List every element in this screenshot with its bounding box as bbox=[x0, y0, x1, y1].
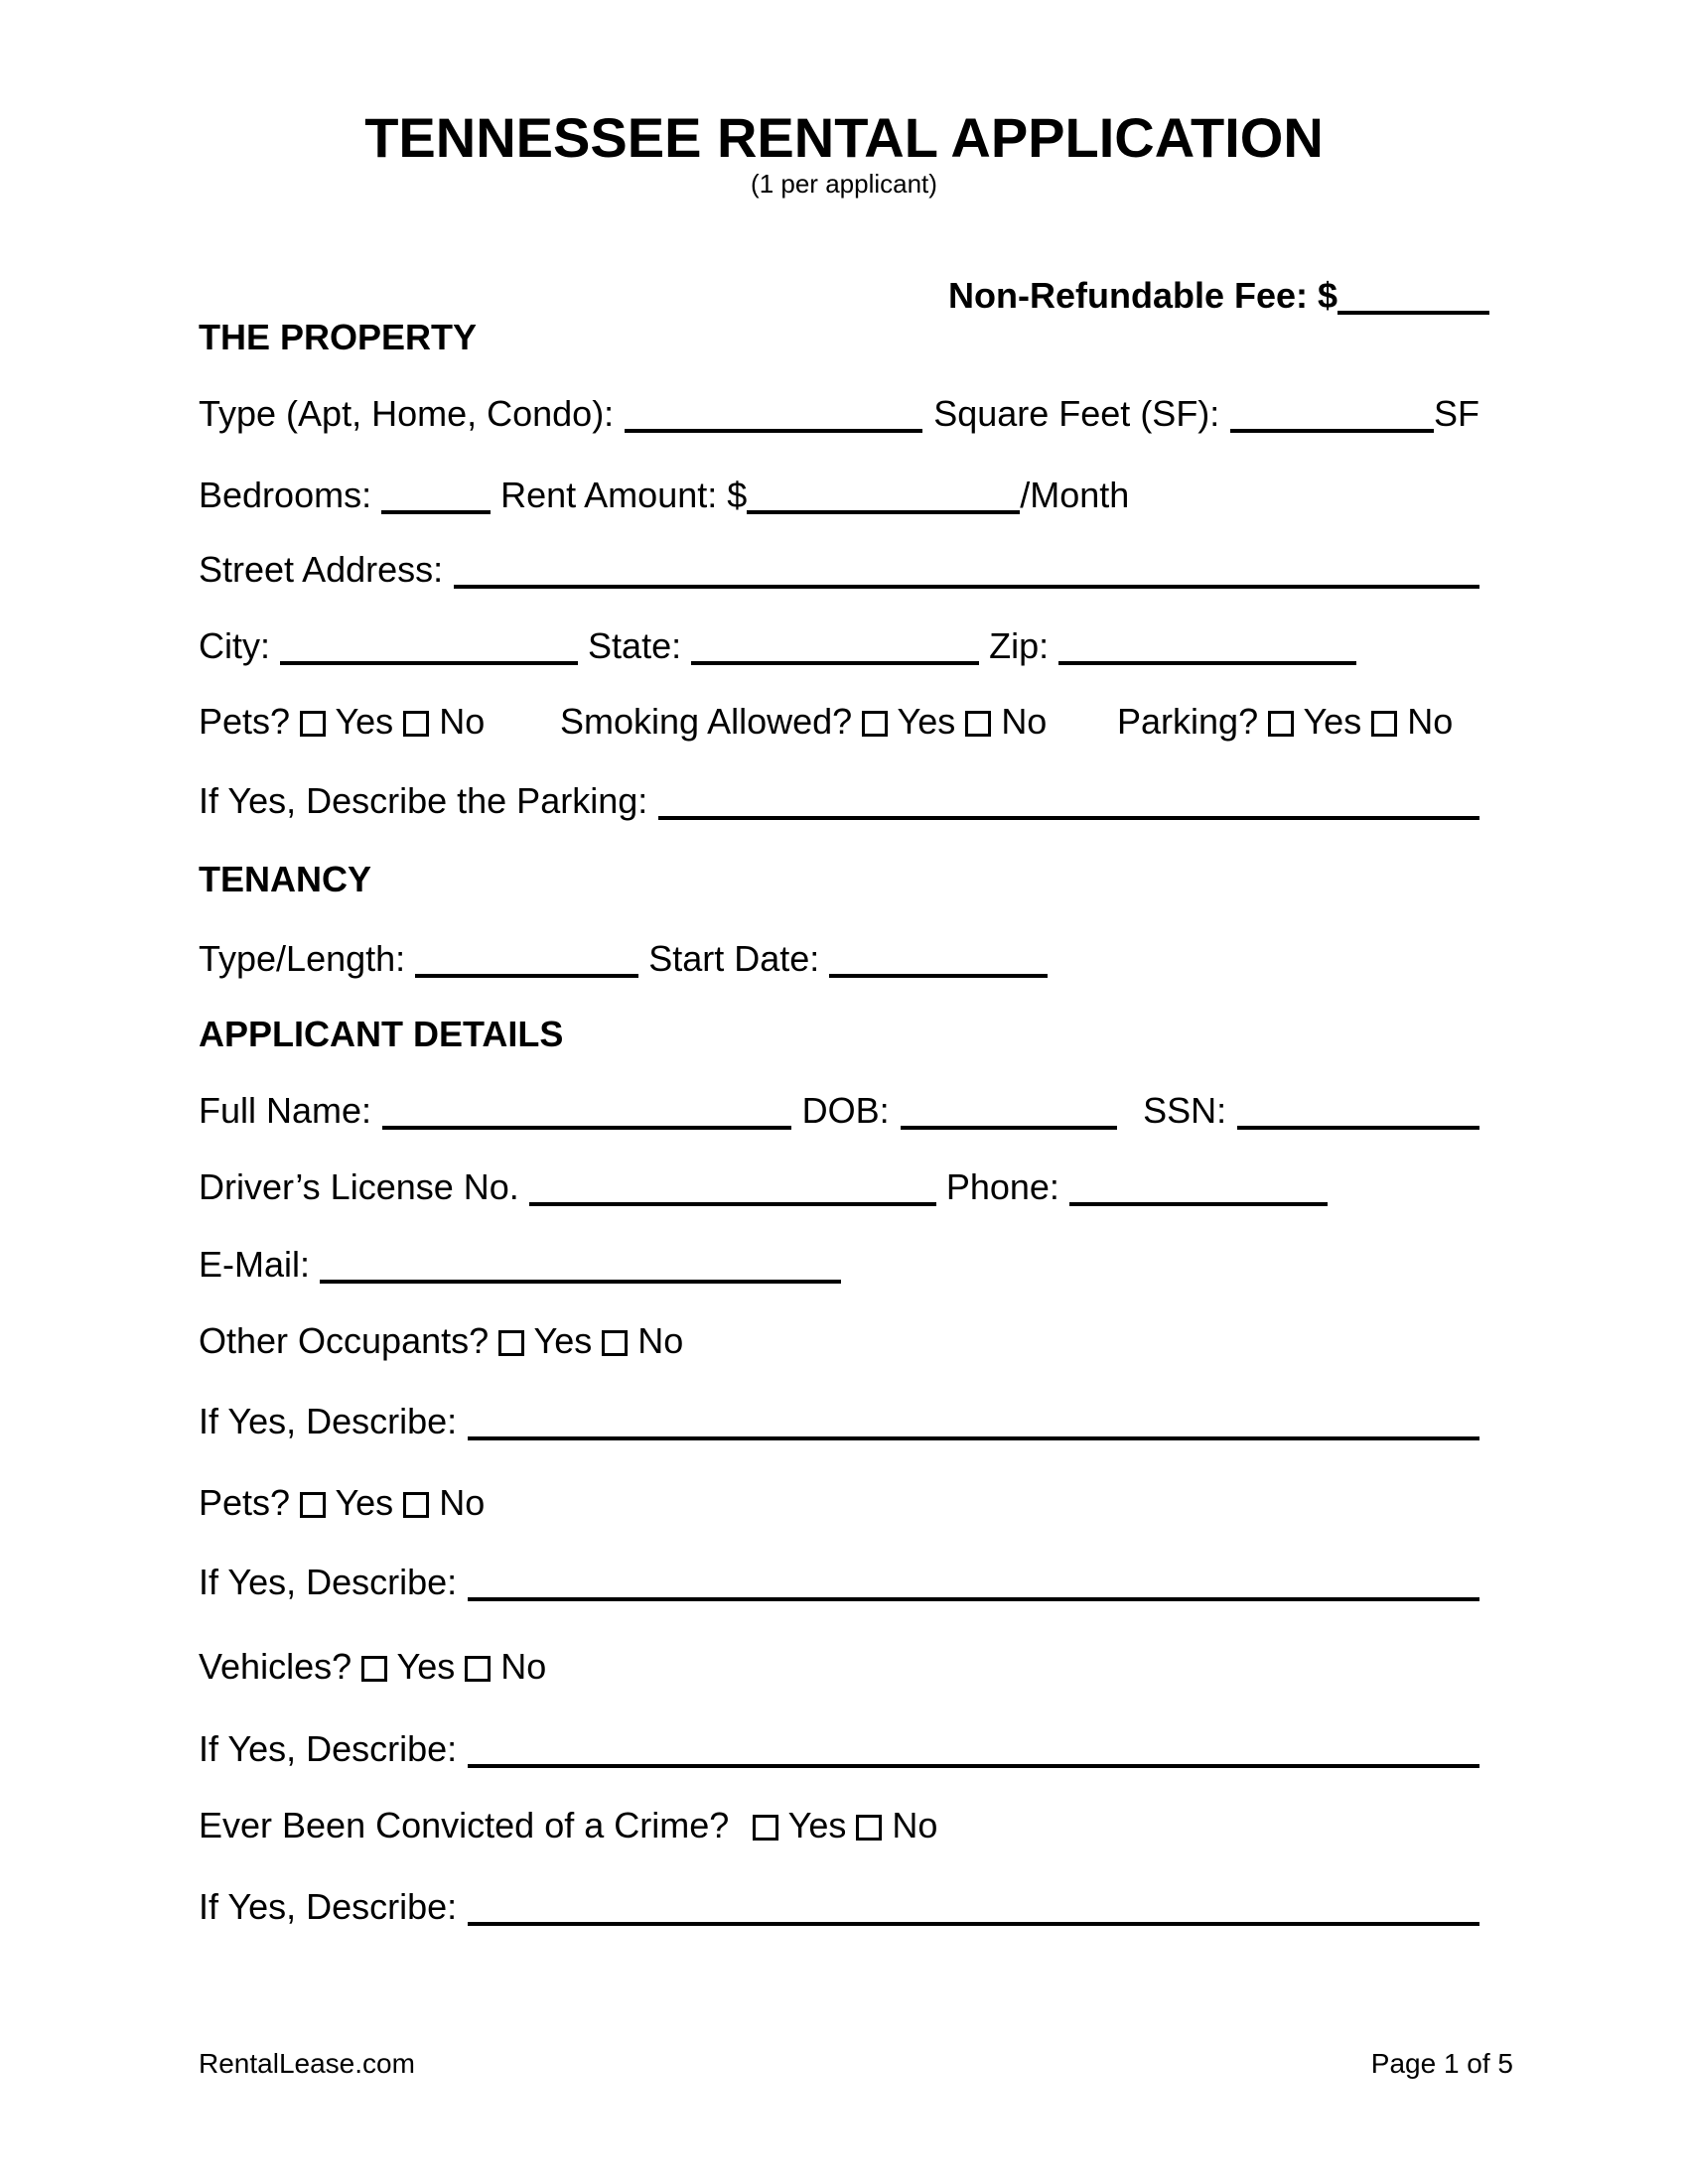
crime-label: Ever Been Convicted of a Crime? bbox=[199, 1805, 730, 1845]
square-feet-suffix: SF bbox=[1433, 393, 1479, 434]
parking-no-label: No bbox=[1407, 701, 1454, 742]
page-title: TENNESSEE RENTAL APPLICATION bbox=[364, 106, 1324, 169]
ssn-label: SSN: bbox=[1143, 1090, 1227, 1131]
crime-description-input-line[interactable] bbox=[468, 1922, 1479, 1926]
crime-yes-label: Yes bbox=[787, 1805, 847, 1845]
occupants-if-yes-label: If Yes, Describe: bbox=[199, 1401, 458, 1441]
phone-label: Phone: bbox=[945, 1166, 1059, 1207]
square-feet-label: Square Feet (SF): bbox=[933, 393, 1220, 434]
section-heading-property: THE PROPERTY bbox=[199, 317, 478, 357]
rent-amount-suffix: /Month bbox=[1020, 475, 1130, 515]
city-state-zip-row bbox=[199, 624, 1479, 668]
footer-page-number: Page 1 of 5 bbox=[1370, 2048, 1513, 2079]
pets-yes-checkbox[interactable] bbox=[300, 711, 326, 737]
street-address-row bbox=[199, 548, 1479, 592]
occupants-yes-checkbox[interactable] bbox=[498, 1330, 524, 1356]
pets-question-group bbox=[199, 700, 485, 743]
vehicles-yes-checkbox[interactable] bbox=[361, 1656, 387, 1682]
email-row bbox=[199, 1243, 1479, 1287]
crime-yes-checkbox[interactable] bbox=[753, 1815, 778, 1841]
start-date-input-line[interactable] bbox=[829, 974, 1048, 978]
rent-amount-input-line[interactable] bbox=[747, 510, 1020, 514]
non-refundable-fee-row bbox=[948, 274, 1489, 318]
property-type-label: Type (Apt, Home, Condo): bbox=[199, 393, 615, 434]
vehicles-description-input-line[interactable] bbox=[468, 1764, 1479, 1768]
vehicles-no-label: No bbox=[500, 1646, 547, 1687]
smoking-yes-checkbox[interactable] bbox=[862, 711, 888, 737]
smoking-yes-label: Yes bbox=[897, 701, 956, 742]
tenancy-type-length-label: Type/Length: bbox=[199, 938, 406, 979]
property-type-input-line[interactable] bbox=[625, 429, 922, 433]
non-refundable-fee-label: Non-Refundable Fee: $ bbox=[948, 275, 1338, 316]
occupants-description-input-line[interactable] bbox=[468, 1436, 1479, 1440]
property-type-row bbox=[199, 392, 1479, 436]
zip-input-line[interactable] bbox=[1058, 661, 1356, 665]
full-name-row bbox=[199, 1089, 1479, 1133]
full-name-input-line[interactable] bbox=[382, 1126, 791, 1130]
applicant-pets-row bbox=[199, 1481, 1479, 1525]
parking-yes-checkbox[interactable] bbox=[1268, 711, 1294, 737]
pets-if-yes-label: If Yes, Describe: bbox=[199, 1562, 458, 1602]
pets-no-checkbox[interactable] bbox=[403, 711, 429, 737]
bedrooms-input-line[interactable] bbox=[381, 510, 491, 514]
crime-if-yes-label: If Yes, Describe: bbox=[199, 1886, 458, 1927]
applicant-pets-yes-checkbox[interactable] bbox=[300, 1492, 326, 1518]
vehicles-if-yes-label: If Yes, Describe: bbox=[199, 1728, 458, 1769]
applicant-pets-no-checkbox[interactable] bbox=[403, 1492, 429, 1518]
parking-question-group bbox=[1117, 700, 1453, 743]
pets-no-label: No bbox=[439, 701, 486, 742]
occupants-no-checkbox[interactable] bbox=[602, 1330, 628, 1356]
smoking-no-checkbox[interactable] bbox=[965, 711, 991, 737]
pets-description-input-line[interactable] bbox=[468, 1597, 1479, 1601]
city-label: City: bbox=[199, 625, 270, 666]
square-feet-input-line[interactable] bbox=[1230, 429, 1434, 433]
pets-yes-label: Yes bbox=[335, 701, 394, 742]
start-date-label: Start Date: bbox=[648, 938, 820, 979]
bedrooms-label: Bedrooms: bbox=[199, 475, 372, 515]
occupants-yes-label: Yes bbox=[533, 1320, 593, 1361]
other-occupants-label: Other Occupants? bbox=[199, 1320, 490, 1361]
license-phone-row bbox=[199, 1165, 1479, 1209]
smoking-label: Smoking Allowed? bbox=[560, 701, 853, 742]
parking-label: Parking? bbox=[1117, 701, 1259, 742]
state-input-line[interactable] bbox=[691, 661, 979, 665]
section-heading-tenancy: TENANCY bbox=[199, 859, 372, 899]
tenancy-type-length-input-line[interactable] bbox=[415, 974, 638, 978]
smoking-no-label: No bbox=[1001, 701, 1048, 742]
page-subtitle: (1 per applicant) bbox=[751, 169, 937, 199]
section-heading-applicant: APPLICANT DETAILS bbox=[199, 1014, 564, 1054]
dob-label: DOB: bbox=[801, 1090, 890, 1131]
smoking-question-group bbox=[560, 700, 1047, 743]
non-refundable-fee-input-line[interactable] bbox=[1337, 311, 1489, 315]
footer-site-link[interactable]: RentalLease.com bbox=[199, 2048, 415, 2079]
applicant-pets-yes-label: Yes bbox=[335, 1482, 394, 1523]
property-questions-row bbox=[199, 700, 1479, 744]
city-input-line[interactable] bbox=[280, 661, 578, 665]
bedrooms-rent-row bbox=[199, 474, 1479, 517]
occupants-no-label: No bbox=[637, 1320, 684, 1361]
other-occupants-row bbox=[199, 1319, 1479, 1363]
state-label: State: bbox=[588, 625, 682, 666]
crime-no-label: No bbox=[892, 1805, 938, 1845]
vehicles-label: Vehicles? bbox=[199, 1646, 352, 1687]
street-address-input-line[interactable] bbox=[454, 585, 1479, 589]
crime-description-row bbox=[199, 1885, 1479, 1929]
drivers-license-label: Driver’s License No. bbox=[199, 1166, 519, 1207]
pets-description-row bbox=[199, 1561, 1479, 1604]
full-name-label: Full Name: bbox=[199, 1090, 372, 1131]
tenancy-row bbox=[199, 937, 1479, 981]
parking-description-label: If Yes, Describe the Parking: bbox=[199, 780, 648, 821]
parking-no-checkbox[interactable] bbox=[1371, 711, 1397, 737]
applicant-pets-label: Pets? bbox=[199, 1482, 291, 1523]
page-footer bbox=[199, 2047, 1513, 2091]
drivers-license-input-line[interactable] bbox=[529, 1202, 936, 1206]
pets-label: Pets? bbox=[199, 701, 291, 742]
ssn-input-line[interactable] bbox=[1237, 1126, 1479, 1130]
email-input-line[interactable] bbox=[320, 1280, 841, 1284]
crime-no-checkbox[interactable] bbox=[856, 1815, 882, 1841]
parking-description-input-line[interactable] bbox=[658, 816, 1479, 820]
rent-amount-label: Rent Amount: $ bbox=[500, 475, 748, 515]
zip-label: Zip: bbox=[989, 625, 1050, 666]
vehicles-no-checkbox[interactable] bbox=[465, 1656, 491, 1682]
phone-input-line[interactable] bbox=[1069, 1202, 1328, 1206]
crime-row bbox=[199, 1804, 1479, 1847]
parking-description-row bbox=[199, 779, 1479, 823]
dob-input-line[interactable] bbox=[901, 1126, 1117, 1130]
parking-yes-label: Yes bbox=[1303, 701, 1362, 742]
applicant-pets-no-label: No bbox=[439, 1482, 486, 1523]
occupants-description-row bbox=[199, 1400, 1479, 1443]
email-label: E-Mail: bbox=[199, 1244, 311, 1285]
street-address-label: Street Address: bbox=[199, 549, 444, 590]
vehicles-yes-label: Yes bbox=[396, 1646, 456, 1687]
vehicles-description-row bbox=[199, 1727, 1479, 1771]
vehicles-row bbox=[199, 1645, 1479, 1689]
